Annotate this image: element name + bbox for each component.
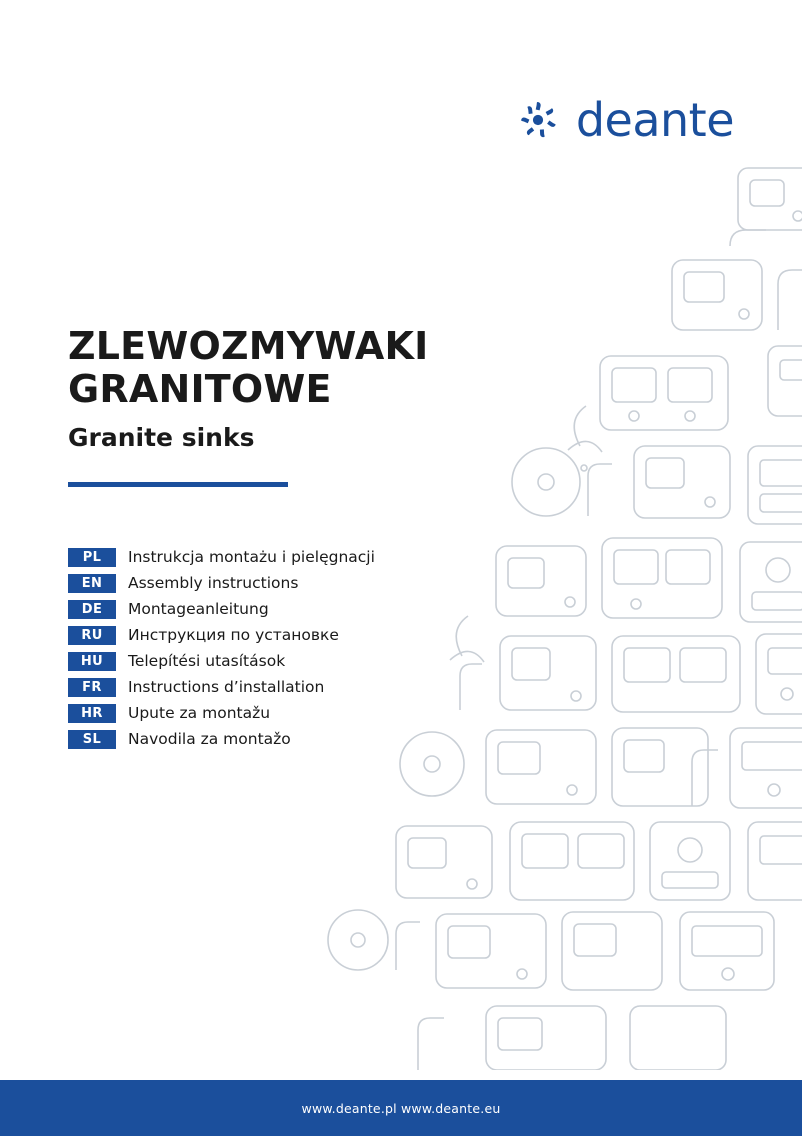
list-item (68, 623, 375, 647)
language-code-badge: HU (68, 652, 116, 671)
language-label: Telepítési utasítások (128, 652, 286, 670)
language-list (68, 545, 375, 753)
brand-name: deante (575, 93, 734, 147)
title-divider (68, 482, 288, 487)
list-item (68, 571, 375, 595)
deante-flower-mark-icon (514, 96, 562, 144)
language-code-badge: FR (68, 678, 116, 697)
language-label: Assembly instructions (128, 574, 299, 592)
sink-outlines-background-pattern (300, 150, 802, 1070)
language-code-badge: SL (68, 730, 116, 749)
page-subtitle: Granite sinks (68, 423, 255, 453)
list-item (68, 597, 375, 621)
language-code-badge: PL (68, 548, 116, 567)
list-item (68, 649, 375, 673)
language-label: Upute za montažu (128, 704, 271, 722)
footer-bar (0, 1080, 802, 1136)
page-title-line-2: GRANITOWE (68, 366, 332, 411)
page-title-line-1: ZLEWOZMYWAKI (68, 324, 429, 368)
footer-website-text: www.deante.pl www.deante.eu (301, 1100, 501, 1116)
list-item (68, 701, 375, 725)
language-label: Instrukcja montażu i pielęgnacji (128, 548, 375, 566)
list-item (68, 675, 375, 699)
language-code-badge: DE (68, 600, 116, 619)
language-code-badge: HR (68, 704, 116, 723)
language-label: Инструкция по установке (128, 626, 339, 644)
language-label: Montageanleitung (128, 600, 269, 618)
list-item (68, 545, 375, 569)
language-label: Navodila za montažo (128, 730, 291, 748)
language-code-badge: RU (68, 626, 116, 645)
page-title (68, 325, 508, 410)
list-item (68, 727, 375, 751)
language-code-badge: EN (68, 574, 116, 593)
brand-logo (514, 93, 734, 147)
language-label: Instructions d’installation (128, 678, 325, 696)
title-block (68, 325, 508, 487)
